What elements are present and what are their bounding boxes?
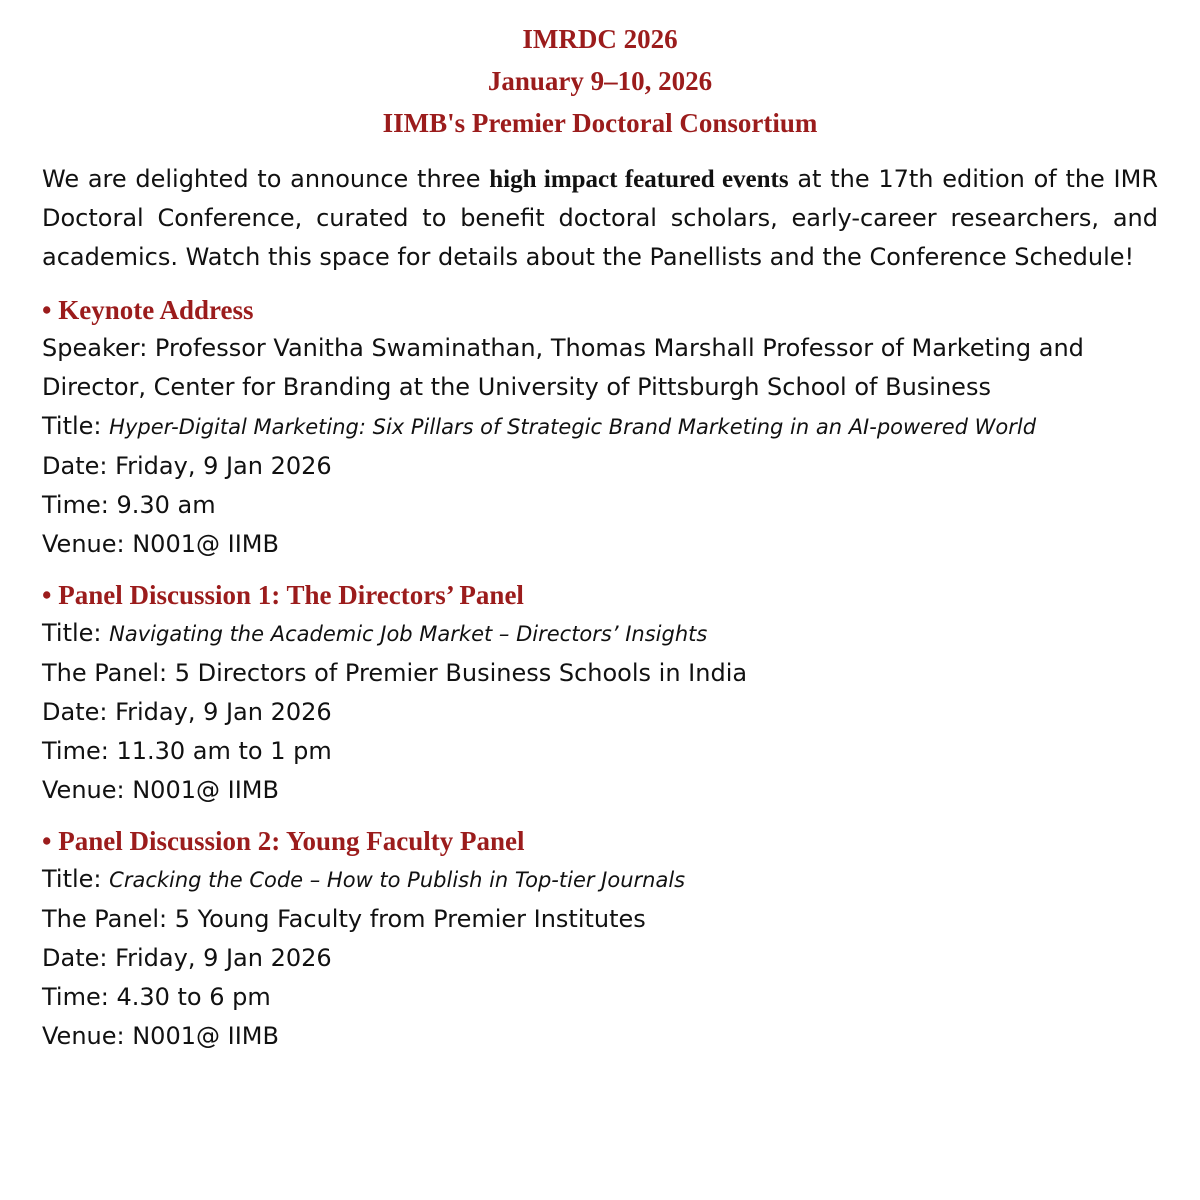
intro-highlight: high impact featured events [489,166,789,193]
event-panel: The Panel: 5 Young Faculty from Premier Institutes [42,905,646,933]
event-time: Time: 11.30 am to 1 pm [42,737,332,765]
intro-paragraph [42,160,1158,277]
event-title-label: Title: [42,619,110,647]
event-heading: • Keynote Address [42,295,254,325]
header [42,18,1158,144]
conference-subtitle: IIMB's Premier Doctoral Consortium [382,108,818,138]
event-title-text: Cracking the Code – How to Publish in Top-tier Journals [109,868,686,892]
event-keynote [42,291,1158,564]
event-speaker: Speaker: Professor Vanitha Swaminathan, Thomas Marshall Professor of Marketing and Director, Center for Branding at the University of Pittsburgh School of Business [42,334,1084,401]
event-title-label: Title: [42,865,110,893]
event-title [42,614,1158,654]
event-title-text: Navigating the Academic Job Market – Directors’ Insights [109,622,708,646]
event-date: Date: Friday, 9 Jan 2026 [42,944,332,972]
conference-title: IMRDC 2026 [522,24,678,54]
intro-after: at the 17th edition of the IMR Doctoral Conference, curated to benefit doctoral scholars, early-career researchers, and academics. Watch this space for details about the Panellists and the Conference Schedule! [42,165,1159,271]
event-venue: Venue: N001@ IIMB [42,530,279,558]
announcement [42,18,1158,1056]
event-venue: Venue: N001@ IIMB [42,1022,279,1050]
event-panel-1 [42,576,1158,810]
event-time: Time: 4.30 to 6 pm [42,983,271,1011]
event-heading: • Panel Discussion 1: The Directors’ Panel [42,580,524,610]
event-panel-2 [42,822,1158,1056]
event-time: Time: 9.30 am [42,491,216,519]
event-heading: • Panel Discussion 2: Young Faculty Panel [42,826,525,856]
intro-before: We are delighted to announce three [42,165,490,193]
event-title [42,407,1158,447]
conference-dates: January 9–10, 2026 [487,66,713,96]
event-panel: The Panel: 5 Directors of Premier Business Schools in India [42,659,748,687]
event-title-label: Title: [42,412,110,440]
event-date: Date: Friday, 9 Jan 2026 [42,698,332,726]
event-venue: Venue: N001@ IIMB [42,776,279,804]
event-date: Date: Friday, 9 Jan 2026 [42,452,332,480]
event-title-text: Hyper-Digital Marketing: Six Pillars of Strategic Brand Marketing in an AI-powered World [109,415,1037,439]
event-title [42,860,1158,900]
